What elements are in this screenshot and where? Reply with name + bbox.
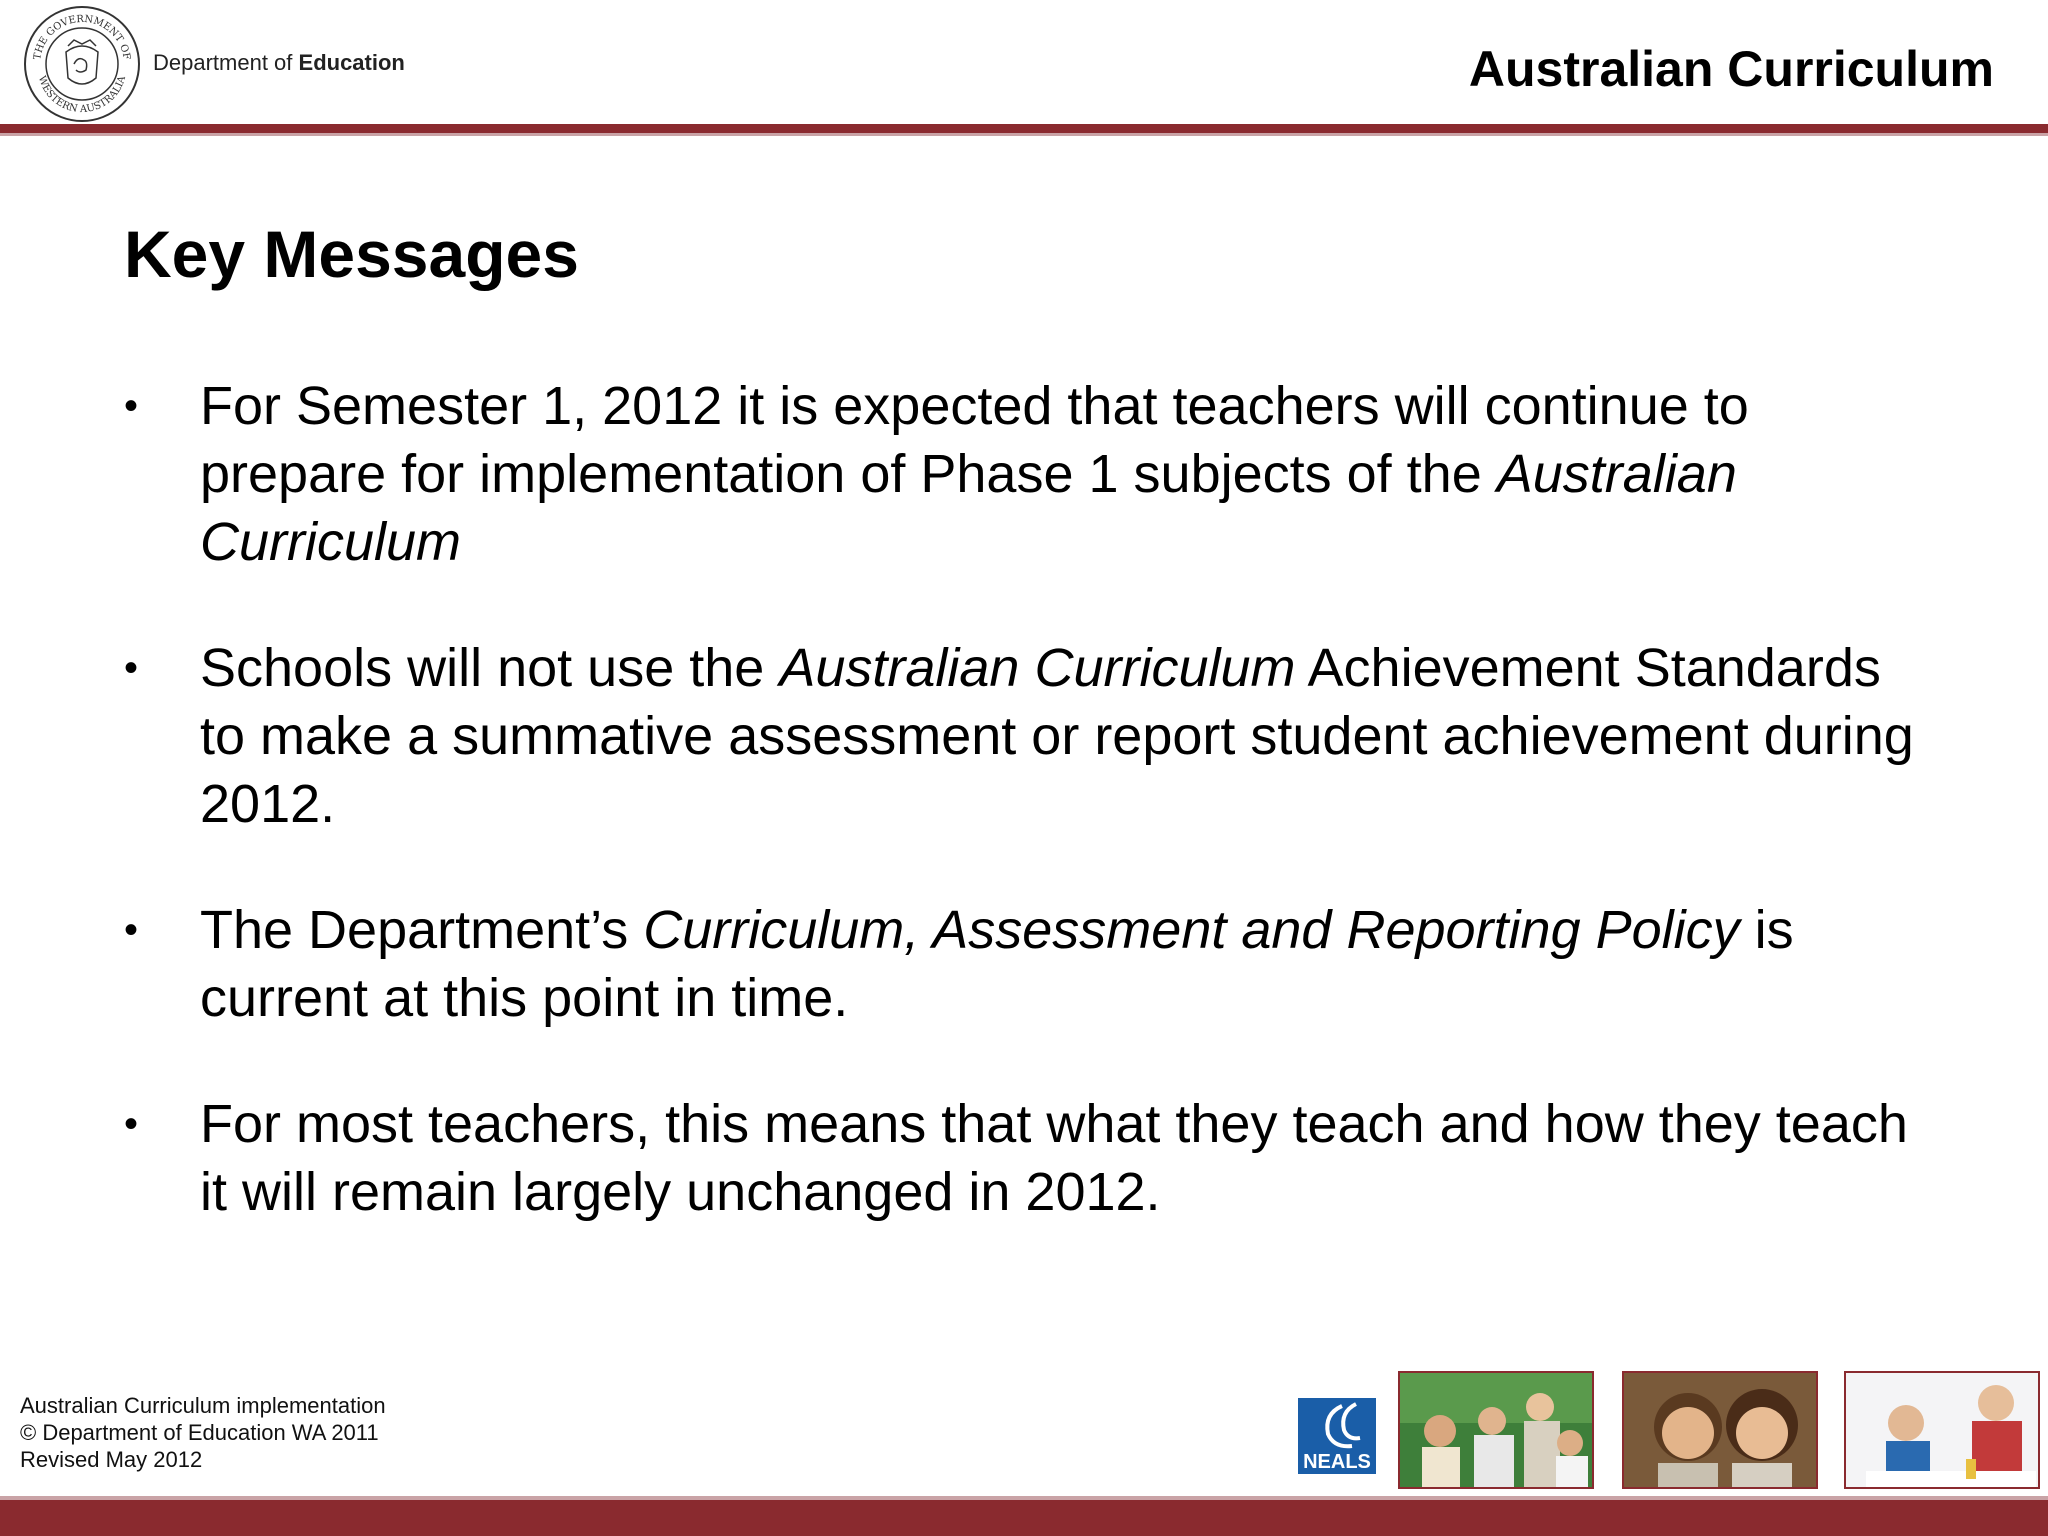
neals-logo-icon <box>1298 1398 1376 1474</box>
bullet-text: The Department’s <box>200 900 644 960</box>
footer-line: Revised May 2012 <box>20 1447 203 1472</box>
slide-header <box>0 0 2048 124</box>
svg-text:NEALS: NEALS <box>1303 1451 1371 1473</box>
bullet-italic-text: Australian Curriculum <box>779 638 1296 698</box>
svg-text:WESTERN AUSTRALIA: WESTERN AUSTRALIA <box>35 74 129 116</box>
bullet-text: For most teachers, this means that what they teach and how they teach it will remain largely unchanged in 2012. <box>200 1094 1908 1222</box>
header-divider <box>0 124 2048 133</box>
bullet-italic-text: Curriculum, Assessment and Reporting Policy <box>643 900 1740 960</box>
bullet-list <box>124 372 1924 1284</box>
department-name: Department of Education <box>153 50 405 75</box>
footer-line: © Department of Education WA 2011 <box>20 1420 379 1445</box>
photo-teacher-and-student <box>1844 1371 2040 1489</box>
slide-title: Key Messages <box>124 217 579 291</box>
government-seal-icon <box>22 4 142 124</box>
footer-credits <box>20 1392 386 1473</box>
bullet-italic-text: Australian Curriculum <box>200 444 1737 572</box>
header-title: Australian Curriculum <box>1468 41 1994 97</box>
bullet-item <box>124 634 1924 838</box>
footer-band <box>0 1500 2048 1536</box>
bullet-marker: • <box>124 908 139 952</box>
bullet-item <box>124 372 1924 576</box>
bullet-text: For Semester 1, 2012 it is expected that teachers will continue to prepare for implementation of Phase 1 subjects of the <box>200 376 1749 504</box>
bullet-item <box>124 896 1924 1032</box>
footer-line: Australian Curriculum implementation <box>20 1393 386 1418</box>
photo-classroom-group <box>1398 1371 1594 1489</box>
bullet-text: Schools will not use the <box>200 638 780 698</box>
bullet-marker: • <box>124 646 139 690</box>
photo-smiling-children <box>1622 1371 1818 1489</box>
bullet-marker: • <box>124 384 139 428</box>
bullet-item <box>124 1090 1924 1226</box>
svg-text:THE GOVERNMENT OF: THE GOVERNMENT OF <box>32 13 132 61</box>
bullet-marker: • <box>124 1102 139 1146</box>
bullet-text: Achievement Standards to make a summative assessment or report student achievement during 2012. <box>200 638 1914 834</box>
bullet-text: is current at this point in time. <box>200 900 1794 1028</box>
header-divider-shadow <box>0 133 2048 136</box>
